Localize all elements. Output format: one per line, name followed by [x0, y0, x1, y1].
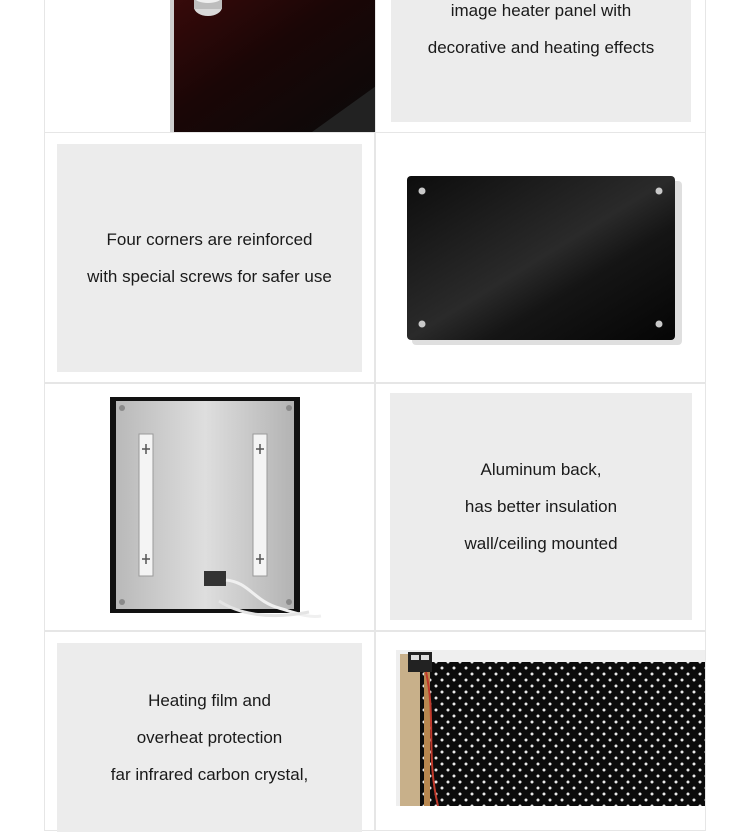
row1-left-cell — [44, 0, 375, 133]
row3-line-2: has better insulation — [464, 497, 618, 516]
row1-right-cell — [375, 0, 706, 133]
row2-text-panel — [57, 144, 362, 372]
row4-line-2: overheat protection — [136, 728, 283, 747]
row3-line-3: wall/ceiling mounted — [464, 534, 618, 553]
row1-line-2: decorative and heating effects — [427, 38, 655, 57]
row4-line-3: far infrared carbon crystal, — [110, 765, 309, 784]
row3-left-cell — [44, 383, 375, 631]
front-glass-panel-image — [406, 175, 686, 347]
heating-film-panel-image — [396, 646, 706, 806]
row1-line-1: image heater panel with — [450, 1, 632, 20]
row2-line-2: with special screws for safer use — [87, 267, 332, 286]
row3-right-cell — [375, 383, 706, 631]
glass-panel-corner-image — [162, 0, 376, 132]
row2-line-1: Four corners are reinforced — [106, 230, 313, 249]
row2-left-cell — [44, 132, 375, 383]
row4-left-cell — [44, 631, 375, 831]
row1-text-panel — [391, 0, 691, 122]
row4-right-cell — [375, 631, 706, 831]
row2-right-cell — [375, 132, 706, 383]
back-aluminum-panel-image — [109, 396, 324, 626]
row3-line-1: Aluminum back, — [480, 460, 602, 479]
row3-text-panel — [390, 393, 692, 620]
row4-text-panel — [57, 643, 362, 832]
row4-line-1: Heating film and — [148, 691, 271, 710]
